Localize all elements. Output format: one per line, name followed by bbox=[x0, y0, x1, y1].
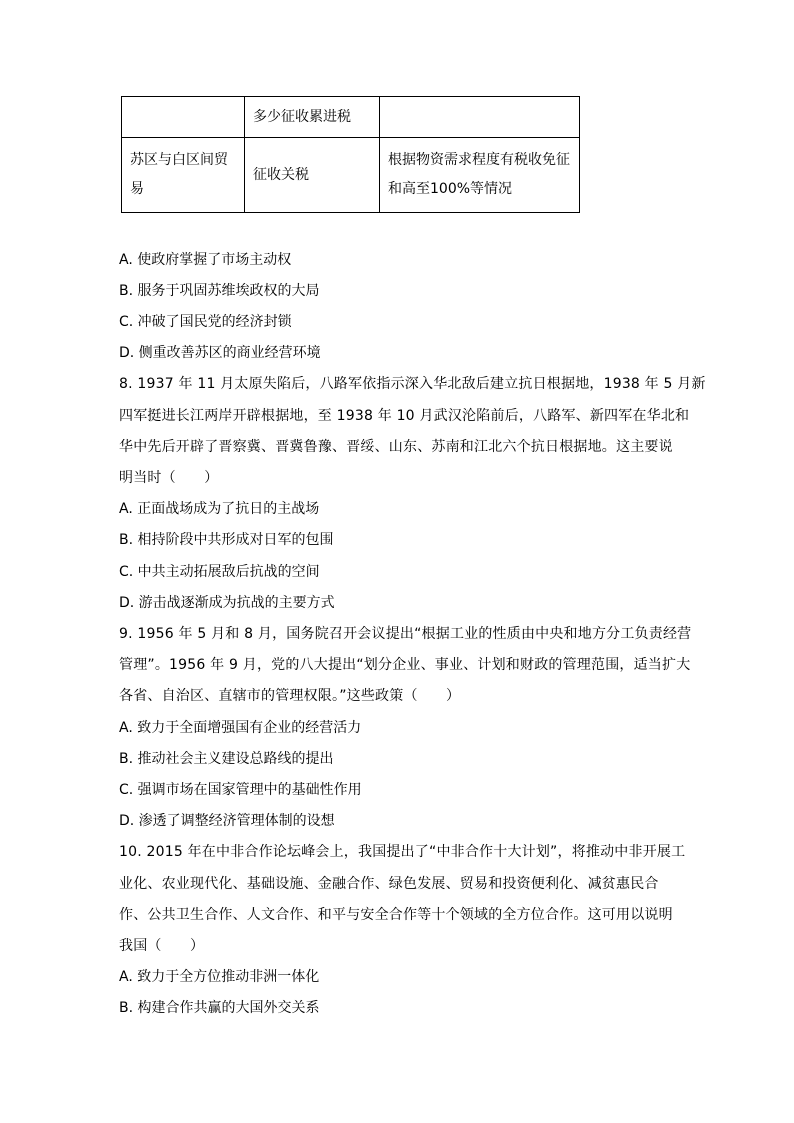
q9-stem-line: 9. 1956 年 5 月和 8 月，国务院召开会议提出“根据工业的性质由中央和地方分工负责经营 bbox=[119, 626, 692, 642]
tax-table bbox=[121, 96, 580, 213]
q8-option-d: D. 游击战逐渐成为抗战的主要方式 bbox=[119, 595, 335, 611]
q8-option-b: B. 相持阶段中共形成对日军的包围 bbox=[119, 532, 334, 548]
q9-option-d: D. 渗透了调整经济管理体制的设想 bbox=[119, 813, 335, 829]
q7-option-c: C. 冲破了国民党的经济封锁 bbox=[119, 314, 292, 330]
q10-option-b: B. 构建合作共赢的大国外交关系 bbox=[119, 1000, 320, 1016]
q8-stem-line: 明当时（ ） bbox=[119, 470, 219, 486]
q8-option-a: A. 正面战场成为了抗日的主战场 bbox=[119, 501, 320, 517]
q9-option-a: A. 致力于全面增强国有企业的经营活力 bbox=[119, 720, 362, 736]
q7-option-b: B. 服务于巩固苏维埃政权的大局 bbox=[119, 283, 320, 299]
table-row bbox=[122, 97, 580, 138]
q9-option-c: C. 强调市场在国家管理中的基础性作用 bbox=[119, 782, 362, 798]
q9-stem-line: 管理”。1956 年 9 月，党的八大提出“划分企业、事业、计划和财政的管理范围，适当扩大 bbox=[119, 657, 691, 673]
q7-option-a: A. 使政府掌握了市场主动权 bbox=[119, 252, 292, 268]
q10-stem-line: 业化、农业现代化、基础设施、金融合作、绿色发展、贸易和投资便利化、减贫惠民合 bbox=[119, 876, 659, 892]
q9-stem-line: 各省、自治区、直辖市的管理权限。”这些政策（ ） bbox=[119, 688, 461, 704]
q10-stem-line: 10. 2015 年在中非合作论坛峰会上，我国提出了“中非合作十大计划”，将推动中非开展工 bbox=[119, 844, 686, 860]
q8-stem-line: 8. 1937 年 11 月太原失陷后，八路军依指示深入华北敌后建立抗日根据地，1938 年 5 月新 bbox=[119, 376, 706, 392]
q7-option-d: D. 侧重改善苏区的商业经营环境 bbox=[119, 345, 321, 361]
table-cell: 征收关税 bbox=[245, 138, 380, 213]
table-cell: 根据物资需求程度有税收免征和高至100%等情况 bbox=[380, 138, 580, 213]
q9-option-b: B. 推动社会主义建设总路线的提出 bbox=[119, 751, 334, 767]
table-cell bbox=[122, 97, 245, 138]
q8-stem-line: 四军挺进长江两岸开辟根据地，至 1938 年 10 月武汉沦陷前后，八路军、新四军在华北和 bbox=[119, 408, 690, 424]
q10-stem-line: 我国（ ） bbox=[119, 938, 205, 954]
q10-stem-line: 作、公共卫生合作、人文合作、和平与安全合作等十个领域的全方位合作。这可用以说明 bbox=[119, 907, 673, 923]
q8-option-c: C. 中共主动拓展敌后抗战的空间 bbox=[119, 564, 320, 580]
table-cell bbox=[380, 97, 580, 138]
q8-stem-line: 华中先后开辟了晋察冀、晋冀鲁豫、晋绥、山东、苏南和江北六个抗日根据地。这主要说 bbox=[119, 439, 673, 455]
table-row bbox=[122, 138, 580, 213]
table-cell: 多少征收累进税 bbox=[245, 97, 380, 138]
table-cell: 苏区与白区间贸易 bbox=[122, 138, 245, 213]
q10-option-a: A. 致力于全方位推动非洲一体化 bbox=[119, 969, 320, 985]
